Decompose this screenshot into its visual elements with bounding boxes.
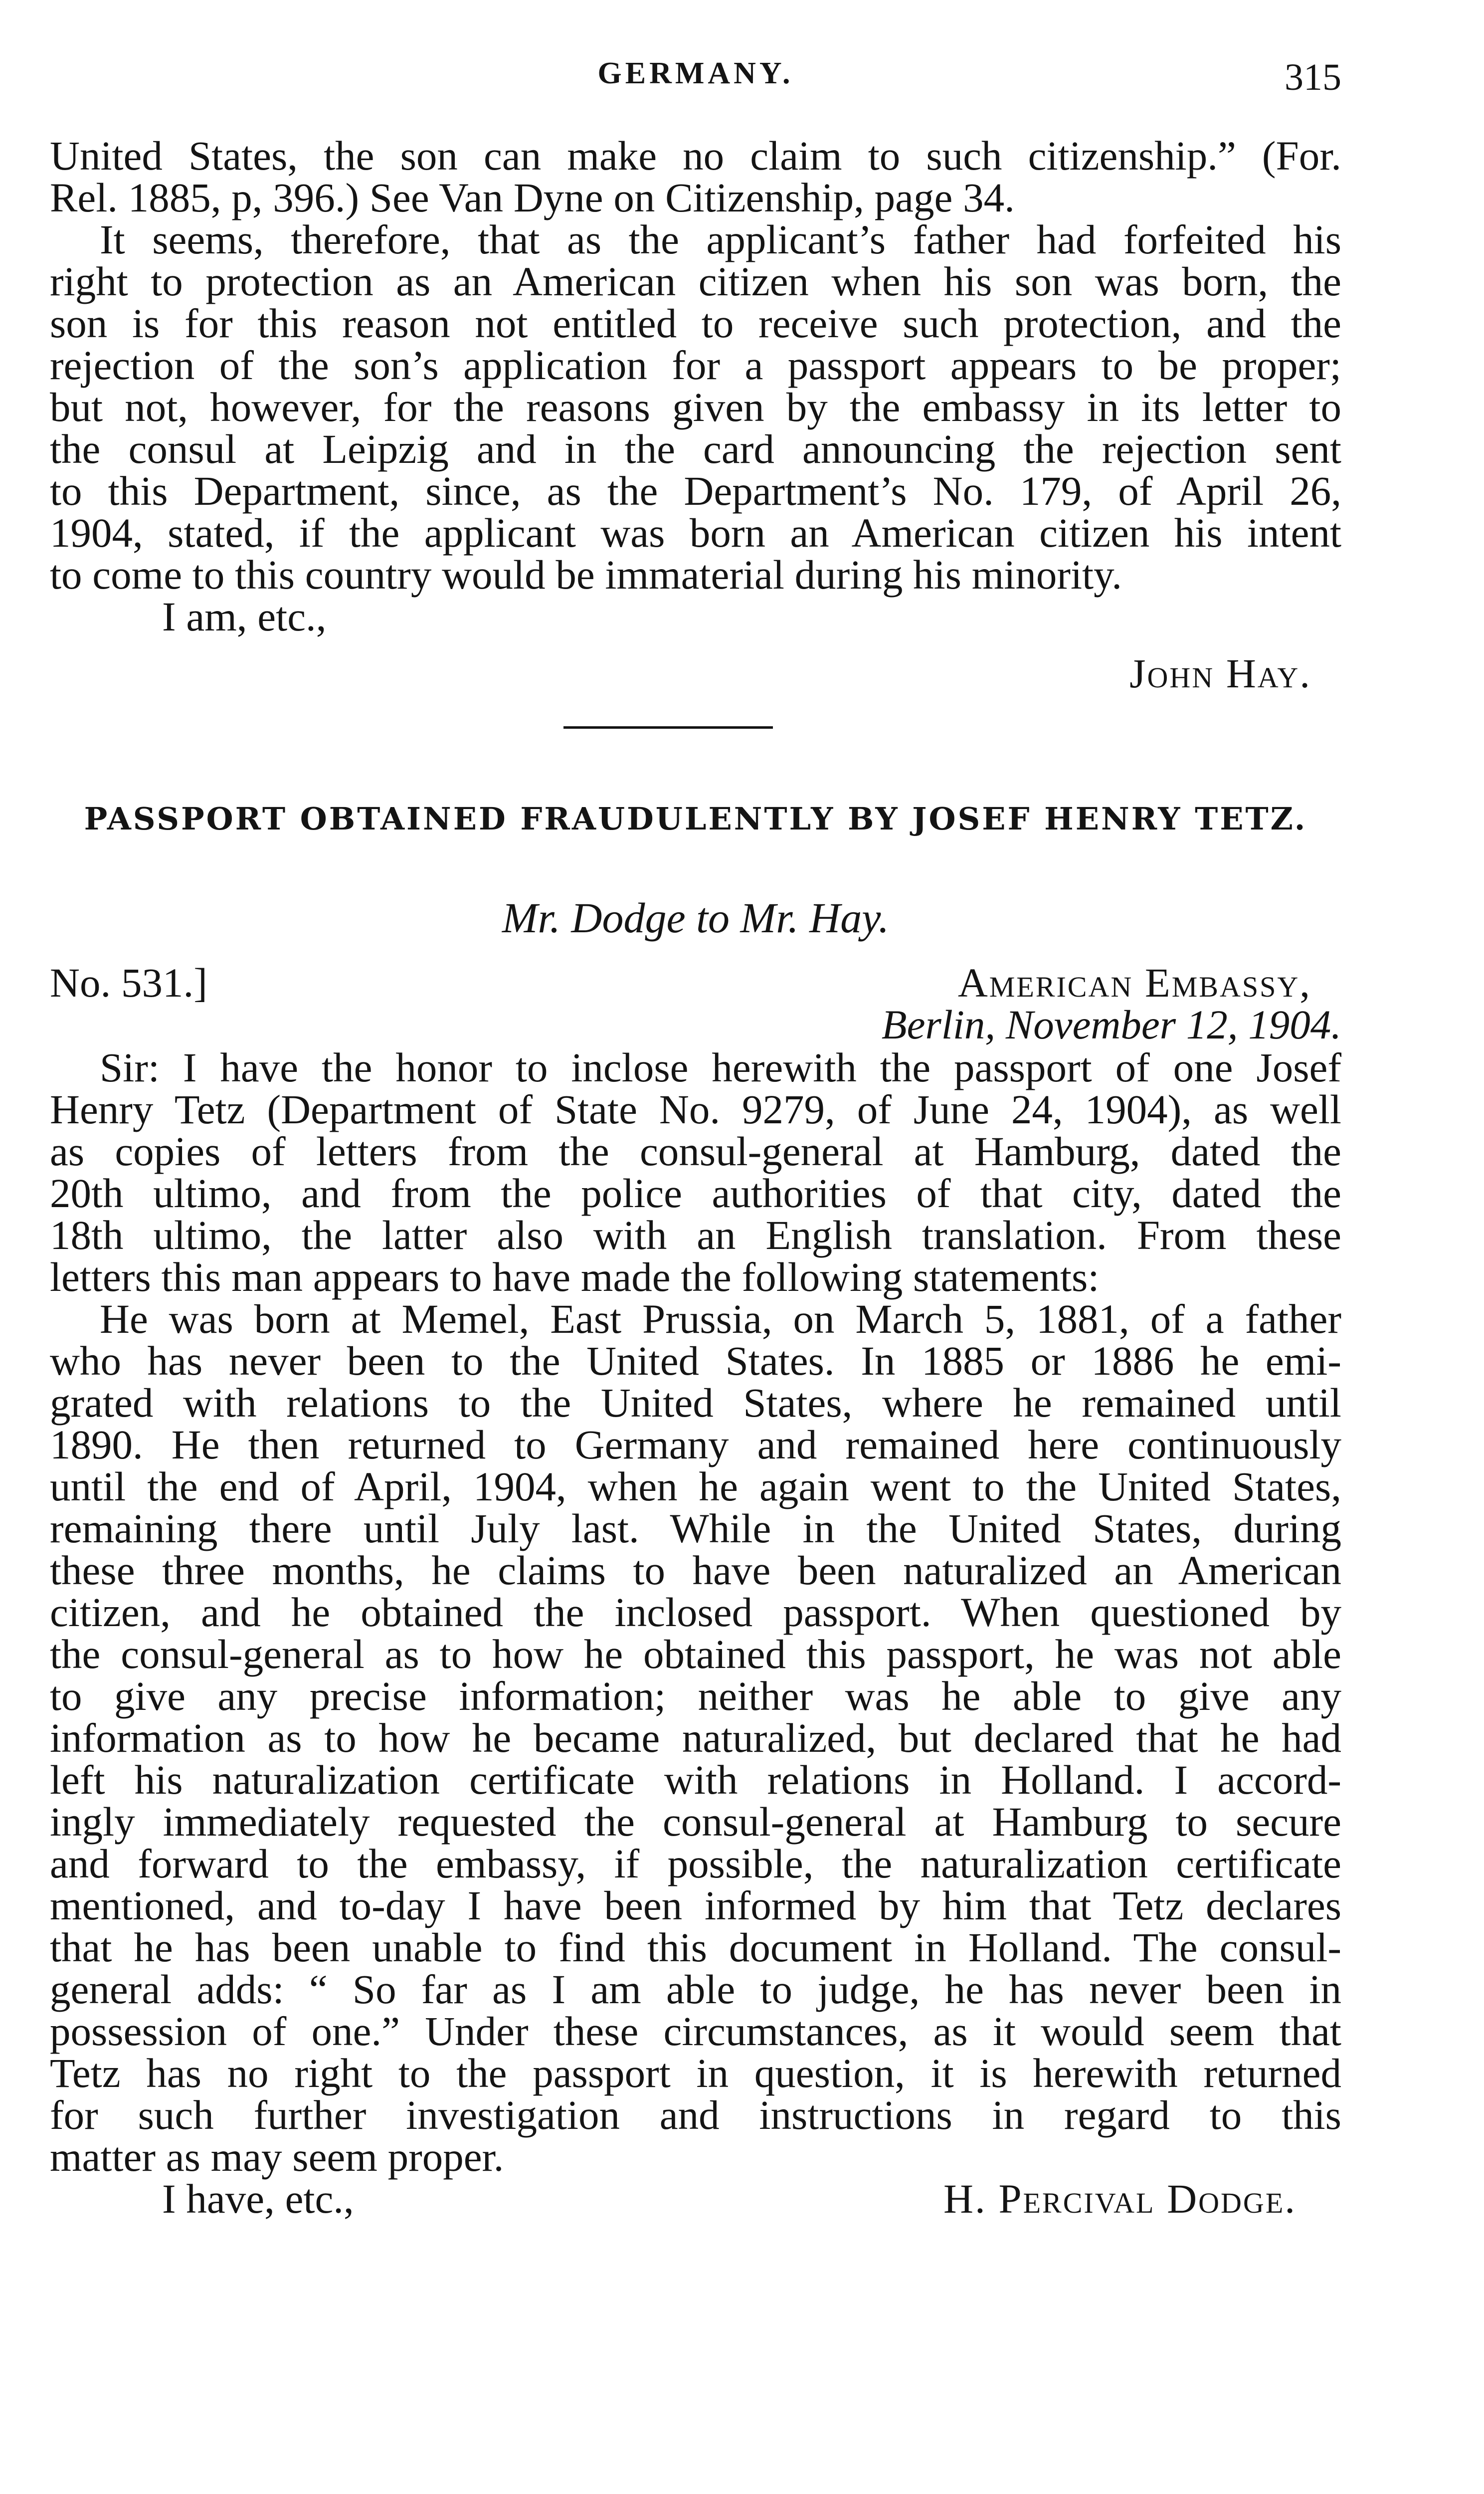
letter-subheading: Mr. Dodge to Mr. Hay.	[502, 894, 890, 942]
text-line: Henry Tetz (Department of State No. 9279, of June 24, 1904), as well	[50, 1086, 1341, 1132]
text-line: and forward to the embassy, if possible, the naturalization certificate	[50, 1841, 1341, 1886]
letter-signature: H. Percival Dodge.	[943, 2176, 1297, 2222]
text-line: but not, however, for the reasons given by the embassy in its letter to	[50, 384, 1341, 430]
text-line: 1904, stated, if the applicant was born an American citizen his intent	[50, 510, 1341, 556]
section-divider	[563, 726, 773, 729]
text-line: to give any precise information; neither was he able to give any	[50, 1673, 1341, 1719]
closing-row	[50, 2178, 1341, 2220]
text-line: possession of one.” Under these circumstances, as it would seem that	[50, 2008, 1341, 2054]
text-line: mentioned, and to-day I have been informed by him that Tetz declares	[50, 1882, 1341, 1928]
text-line: the consul-general as to how he obtained this passport, he was not able	[50, 1631, 1341, 1677]
letter-date: Berlin, November 12, 1904.	[881, 1002, 1341, 1047]
text-line: the consul at Leipzig and in the card announcing the rejection sent	[50, 426, 1341, 472]
text-line: 20th ultimo, and from the police authorities of that city, dated the	[50, 1170, 1341, 1216]
letter-closing: I have, etc.,	[162, 2176, 354, 2222]
text-line: Sir: I have the honor to inclose herewith the passport of one Josef	[100, 1044, 1341, 1090]
running-title: GERMANY.	[597, 56, 794, 90]
text-line: to this Department, since, as the Department’s No. 179, of April 26,	[50, 468, 1341, 514]
dispatch-number: No. 531.]	[50, 960, 207, 1006]
embassy-address	[882, 962, 1341, 1045]
text-line: citizen, and he obtained the inclosed passport. When questioned by	[50, 1589, 1341, 1635]
text-line: general adds: “ So far as I am able to judge, he has never been in	[50, 1966, 1341, 2012]
text-line: these three months, he claims to have been naturalized an American	[50, 1547, 1341, 1593]
text-line: that he has been unable to find this document in Holland. The consul-	[50, 1924, 1341, 1970]
text-line: as copies of letters from the consul-general at Hamburg, dated the	[50, 1128, 1341, 1174]
text-line: for such further investigation and instructions in regard to this	[50, 2092, 1341, 2138]
text-line: who has never been to the United States. In 1885 or 1886 he emi-	[50, 1338, 1341, 1384]
text-line: left his naturalization certificate with relations in Holland. I accord-	[50, 1757, 1341, 1803]
text-line: grated with relations to the United States, where he remained until	[50, 1380, 1341, 1426]
page-number: 315	[1285, 56, 1341, 98]
running-header	[50, 56, 1341, 101]
text-line: He was born at Memel, East Prussia, on March 5, 1881, of a father	[100, 1296, 1341, 1342]
text-line: 1890. He then returned to Germany and remained here continuously	[50, 1422, 1341, 1467]
text-line: son is for this reason not entitled to receive such protection, and the	[50, 300, 1341, 346]
text-line: matter as may seem proper.	[50, 2134, 504, 2180]
section-heading: PASSPORT OBTAINED FRAUDULENTLY BY JOSEF HENRY TETZ.	[84, 801, 1307, 837]
text-line: United States, the son can make no claim to such citizenship.” (For.	[50, 133, 1341, 179]
text-line: to come to this country would be immaterial during his minority.	[50, 552, 1122, 598]
letter-closing: I am, etc.,	[162, 594, 327, 639]
text-line: information as to how he became naturalized, but declared that he had	[50, 1715, 1341, 1761]
letter-dodge-body	[50, 1046, 1341, 2220]
text-line: remaining there until July last. While in the United States, during	[50, 1505, 1341, 1551]
embassy-name: American Embassy,	[957, 960, 1311, 1006]
text-line: Rel. 1885, p, 396.) See Van Dyne on Citizenship, page 34.	[50, 175, 1015, 220]
text-line: ingly immediately requested the consul-general at Hamburg to secure	[50, 1799, 1341, 1845]
text-line: right to protection as an American citizen when his son was born, the	[50, 258, 1341, 304]
text-line: until the end of April, 1904, when he again went to the United States,	[50, 1463, 1341, 1509]
letter-hay-body	[50, 135, 1341, 694]
text-line: rejection of the son’s application for a passport appears to be proper;	[50, 342, 1341, 388]
text-line: 18th ultimo, the latter also with an English translation. From these	[50, 1212, 1341, 1258]
letter-signature: John Hay.	[1129, 650, 1311, 696]
text-line: Tetz has no right to the passport in question, it is herewith returned	[50, 2050, 1341, 2096]
text-line: letters this man appears to have made the following statements:	[50, 1254, 1100, 1300]
text-line: It seems, therefore, that as the applicant’s father had forfeited his	[100, 216, 1341, 262]
